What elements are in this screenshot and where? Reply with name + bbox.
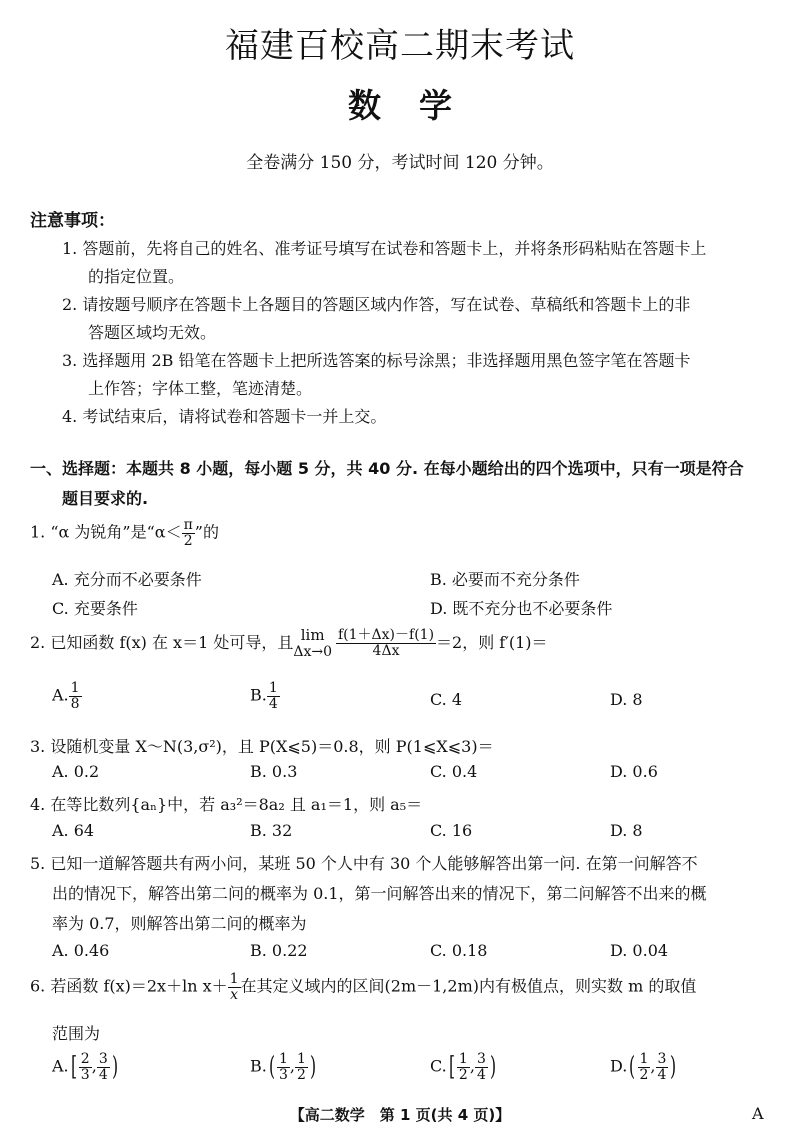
paper-version-mark: A [752, 1104, 764, 1123]
notice-line: 1. 答题前，先将自己的姓名、准考证号填写在试卷和答题卡上，并将条形码粘贴在答题卡上 [62, 239, 707, 258]
question-1 [30, 518, 219, 548]
notice-heading: 注意事项： [30, 211, 115, 231]
page-footer: 【高二数学 第 1 页(共 4 页)】 [289, 1106, 511, 1124]
q6-text: 6. 若函数 f(x)＝2x＋ln x＋ [30, 976, 228, 996]
q1-text-end: ”的 [194, 522, 219, 542]
q2-limit: lim Δx→0 [293, 626, 332, 660]
q1-option-c: C. 充要条件 [52, 599, 138, 618]
q2-option-d: D. 8 [610, 690, 643, 709]
q6-option-d: D.( $\frac{1}{2}$ , $\frac{3}{4}$ ) [610, 1051, 677, 1083]
q2-option-b: B. $\frac{1}{4}$ [250, 680, 278, 712]
q2-option-c: C. 4 [430, 690, 463, 709]
notice-line: 上作答；字体工整，笔迹清楚。 [88, 379, 313, 398]
question-6 [30, 972, 696, 1002]
q3-option-c: C. 0.4 [430, 762, 478, 781]
q1-option-b: B. 必要而不充分条件 [430, 570, 580, 589]
q6-option-a: A.[ $\frac{2}{3}$ , $\frac{3}{4}$ ) [52, 1051, 118, 1083]
q6-option-c: C.[ $\frac{1}{2}$ , $\frac{3}{4}$ ) [430, 1051, 496, 1083]
question-5-cont: 率为 0.7，则解答出第二问的概率为 [52, 914, 307, 933]
q3-option-a: A. 0.2 [52, 762, 100, 781]
q1-fraction: $\frac{\pi}{2}$ [183, 517, 193, 549]
question-5: 5. 已知一道解答题共有两小问，某班 50 个人中有 30 个人能够解答出第一问. 在第一问解答不 [30, 854, 698, 873]
q1-option-d: D. 既不充分也不必要条件 [430, 599, 613, 618]
notice-line: 3. 选择题用 2B 铅笔在答题卡上把所选答案的标号涂黑；非选择题用黑色签字笔在答题卡 [62, 351, 691, 370]
q2-option-a: A. $\frac{1}{8}$ [52, 680, 80, 712]
score-info: 全卷满分 150 分，考试时间 120 分钟。 [246, 153, 554, 173]
q4-option-a: A. 64 [52, 821, 95, 840]
q1-text: 1. “α 为锐角”是“α＜ [30, 522, 182, 542]
question-3: 3. 设随机变量 X～N(3,σ²)，且 P(X⩽5)＝0.8，则 P(1⩽X⩽3)＝ [30, 737, 494, 756]
q5-option-b: B. 0.22 [250, 941, 308, 960]
notice-line: 4. 考试结束后，请将试卷和答题卡一并上交。 [62, 407, 387, 426]
question-2 [30, 626, 548, 661]
question-5-cont: 出的情况下，解答出第二问的概率为 0.1，第一问解答出来的情况下，第二问解答不出来的概 [52, 884, 707, 903]
question-6-cont: 范围为 [52, 1024, 101, 1043]
notice-line: 答题区域均无效。 [88, 323, 217, 342]
section-heading: 一、选择题：本题共 8 小题，每小题 5 分，共 40 分. 在每小题给出的四个选项中，只有一项是符合 [30, 459, 744, 478]
q2-fraction: $\frac{f(1+\Delta x)-f(1)}{4\Delta x}$ [338, 627, 435, 659]
q6-option-b: B.( $\frac{1}{3}$ , $\frac{1}{2}$ ) [250, 1051, 317, 1083]
q3-option-b: B. 0.3 [250, 762, 298, 781]
q3-option-d: D. 0.6 [610, 762, 658, 781]
q1-option-a: A. 充分而不必要条件 [52, 570, 202, 589]
q6-fraction: $\frac{1}{x}$ [229, 971, 239, 1003]
q5-option-c: C. 0.18 [430, 941, 488, 960]
q4-option-c: C. 16 [430, 821, 473, 840]
q5-option-d: D. 0.04 [610, 941, 669, 960]
question-4: 4. 在等比数列{aₙ}中，若 a₃²＝8a₂ 且 a₁＝1，则 a₅＝ [30, 795, 423, 814]
section-heading-cont: 题目要求的. [62, 489, 149, 508]
q4-option-b: B. 32 [250, 821, 293, 840]
q6-text-end: 在其定义域内的区间(2m－1,2m)内有极值点，则实数 m 的取值 [240, 976, 697, 996]
notice-line: 2. 请按题号顺序在答题卡上各题目的答题区域内作答，写在试卷、草稿纸和答题卡上的非 [62, 295, 691, 314]
subject-title: 数学 [348, 86, 490, 125]
q2-text: 2. 已知函数 f(x) 在 x＝1 处可导，且 [30, 632, 294, 652]
q5-option-a: A. 0.46 [52, 941, 110, 960]
q2-text-end: ＝2，则 f′(1)＝ [436, 632, 548, 652]
q4-option-d: D. 8 [610, 821, 643, 840]
notice-line: 的指定位置。 [88, 267, 185, 286]
exam-title: 福建百校高二期末考试 [225, 26, 575, 66]
